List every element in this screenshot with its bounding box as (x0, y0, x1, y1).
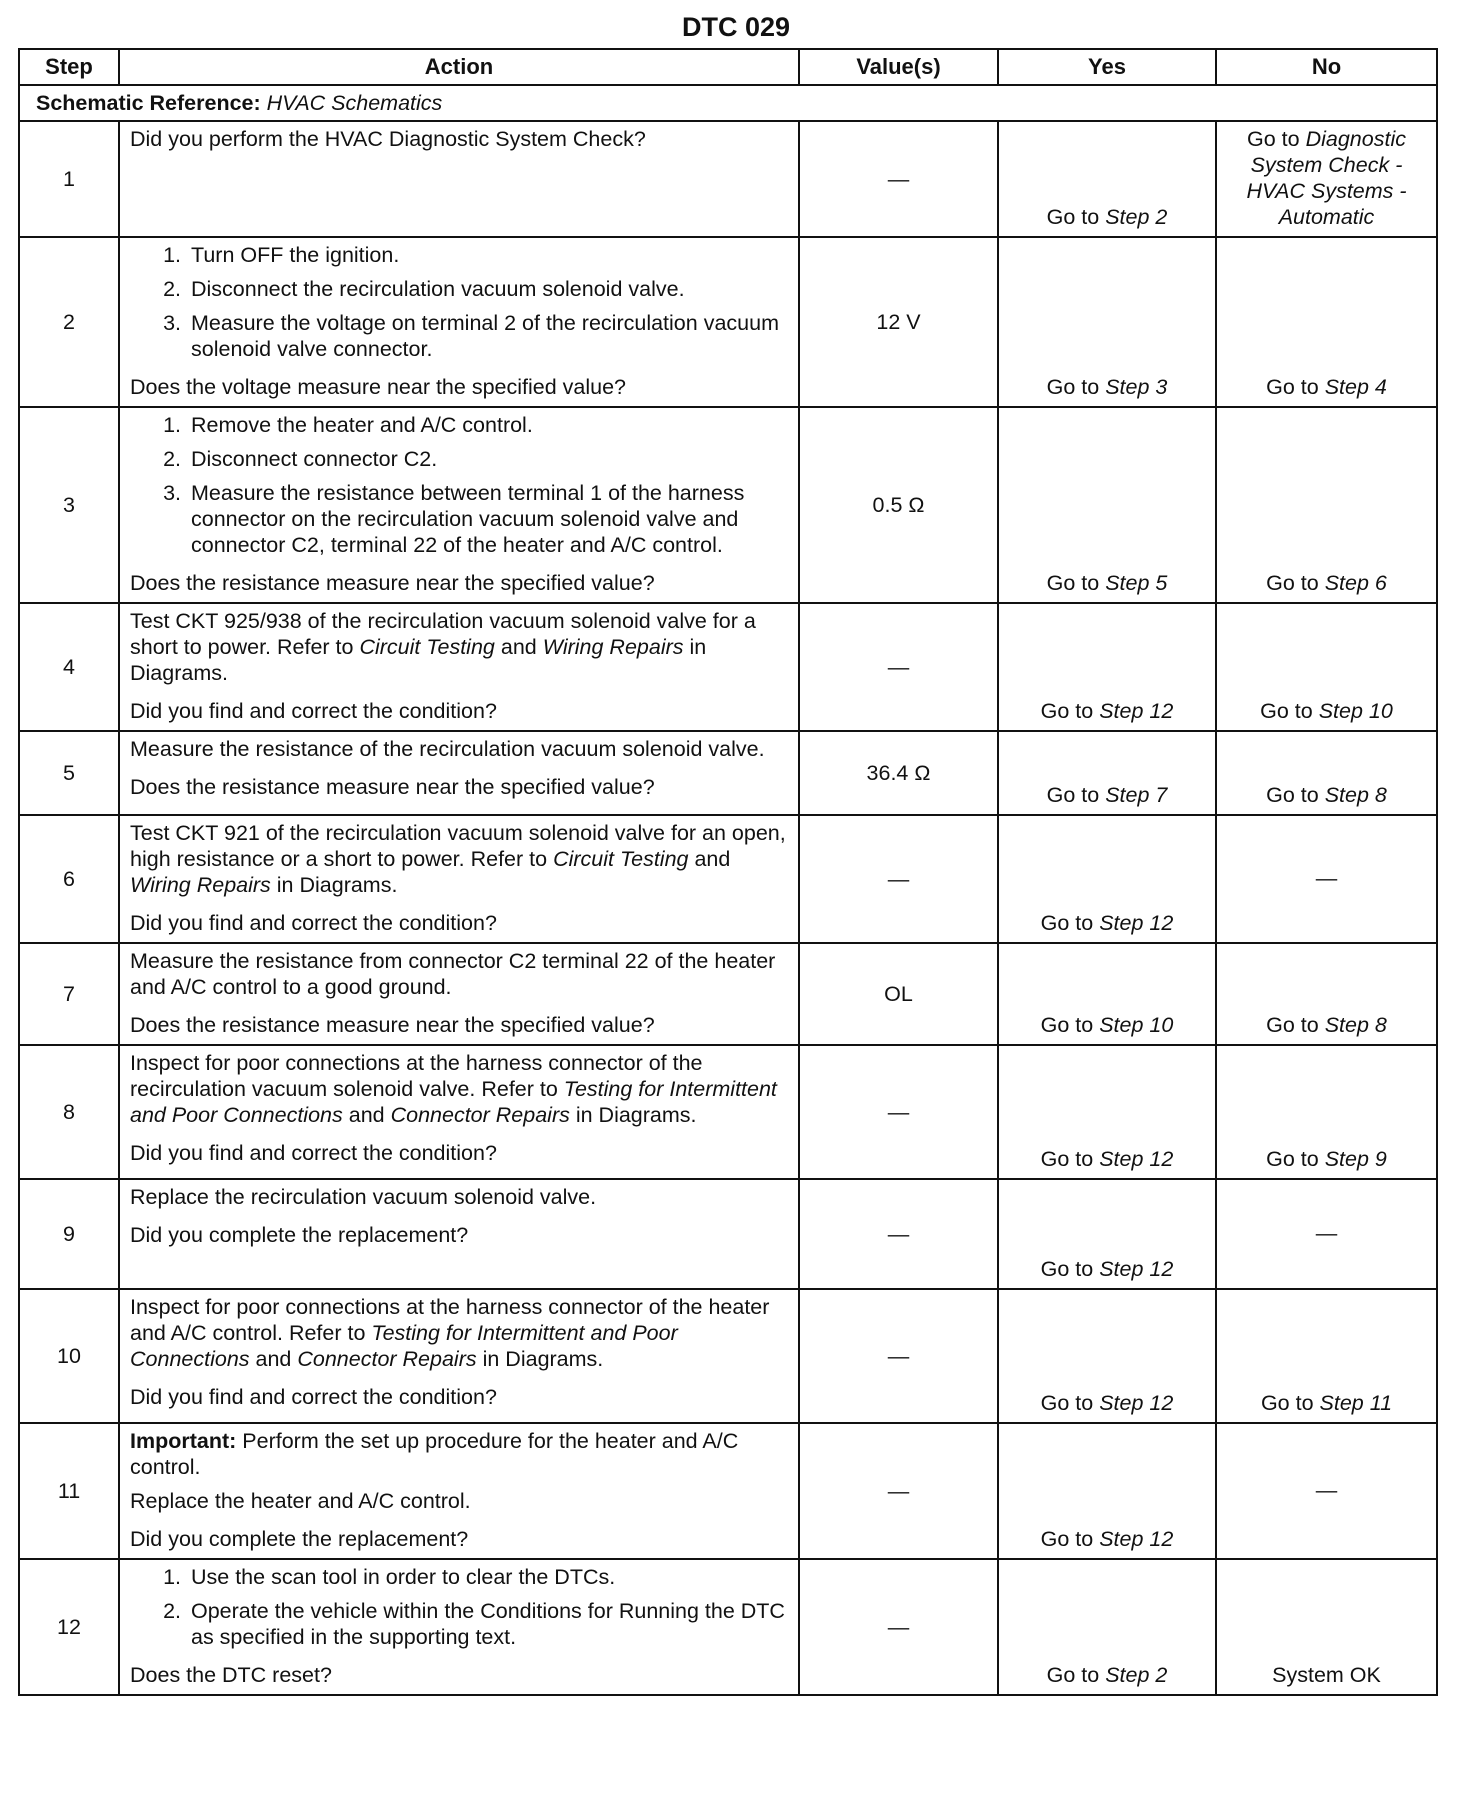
goto-step-link[interactable]: Step 9 (1324, 1147, 1387, 1171)
no-cell (1216, 1179, 1437, 1289)
action-content (130, 1428, 788, 1552)
procedure-list (130, 1564, 788, 1658)
goto-step-link[interactable]: Step 2 (1105, 205, 1168, 229)
step-number: 9 (19, 1179, 119, 1289)
action-question: Does the voltage measure near the specified value? (130, 375, 627, 399)
step-row (19, 1179, 1437, 1289)
goto-prefix: Go to (1266, 783, 1319, 807)
goto-step-link[interactable]: Step 12 (1099, 1391, 1174, 1415)
goto-step-link[interactable]: Step 8 (1324, 1013, 1387, 1037)
yes-cell (998, 815, 1216, 943)
no-cell (1216, 731, 1437, 815)
step-row (19, 407, 1437, 603)
goto-prefix: Go to (1266, 375, 1319, 399)
no-outcome: — (1315, 1478, 1338, 1502)
goto-prefix: Go to (1046, 1663, 1100, 1687)
procedure-list (130, 412, 788, 566)
action-question: Does the resistance measure near the specified value? (130, 1013, 655, 1037)
goto-step-link[interactable]: Step 7 (1105, 783, 1168, 807)
instruction-text: Inspect for poor connections at the harness connector of the recirculation vacuum solenoid valve. Refer to (130, 1051, 703, 1101)
page-title: DTC 029 (681, 12, 791, 42)
value-cell: — (799, 815, 998, 943)
step-row (19, 237, 1437, 407)
procedure-item: 2. Disconnect the recirculation vacuum solenoid valve. (187, 276, 788, 302)
step-row (19, 1289, 1437, 1423)
goto-prefix: Go to (1040, 911, 1094, 935)
action-cell (119, 1423, 799, 1559)
instruction-text: Test CKT 921 of the recirculation vacuum solenoid valve for an open, high resistance or a short to power. Refer to (130, 821, 786, 871)
step-number: 4 (19, 603, 119, 731)
action-question: Did you complete the replacement? (130, 1527, 469, 1551)
no-cell (1216, 943, 1437, 1045)
no-outcome: — (1315, 1221, 1338, 1245)
procedure-list (130, 242, 788, 370)
goto-prefix: Go to (1040, 1527, 1094, 1551)
reference-link[interactable]: Testing for Intermittent and Poor Connections (130, 1321, 678, 1371)
goto-step-link[interactable]: Step 12 (1099, 699, 1174, 723)
header-action: Action (119, 49, 799, 85)
goto-prefix: Go to (1040, 1391, 1094, 1415)
action-cell (119, 1045, 799, 1179)
action-instruction (130, 1050, 788, 1128)
action-cell (119, 815, 799, 943)
goto-step-link[interactable]: Step 4 (1324, 375, 1387, 399)
goto-prefix: Go to (1040, 699, 1094, 723)
action-question: Did you complete the replacement? (130, 1223, 469, 1247)
no-cell (1216, 1559, 1437, 1695)
action-cell (119, 237, 799, 407)
goto-prefix: Go to (1040, 1257, 1094, 1281)
schematic-reference-label: Schematic Reference: (36, 91, 261, 115)
step-row (19, 1045, 1437, 1179)
goto-step-link[interactable]: Step 10 (1318, 699, 1393, 723)
step-number: 11 (19, 1423, 119, 1559)
action-cell (119, 731, 799, 815)
instruction-text: and (249, 1347, 298, 1371)
step-number: 5 (19, 731, 119, 815)
action-instruction: Replace the heater and A/C control. (130, 1489, 471, 1513)
header-row (19, 49, 1437, 85)
goto-prefix: Go to (1260, 699, 1313, 723)
procedure-item: 2. Disconnect connector C2. (187, 446, 788, 472)
goto-step-link[interactable]: Step 5 (1105, 571, 1168, 595)
action-question: Did you find and correct the condition? (130, 911, 497, 935)
value-cell: 36.4 Ω (799, 731, 998, 815)
value-cell: — (799, 1423, 998, 1559)
step-row (19, 1559, 1437, 1695)
instruction-text: in Diagrams. (476, 1347, 604, 1371)
yes-cell (998, 121, 1216, 237)
step-row (19, 943, 1437, 1045)
goto-step-link[interactable]: Step 11 (1319, 1391, 1393, 1415)
no-cell (1216, 815, 1437, 943)
goto-step-link[interactable]: Diagnostic System Check - HVAC Systems - Automatic (1246, 127, 1407, 229)
procedure-item: 1. Use the scan tool in order to clear the DTCs. (187, 1564, 788, 1590)
no-cell (1216, 1423, 1437, 1559)
goto-prefix: Go to (1046, 571, 1100, 595)
procedure-item: 1. Turn OFF the ignition. (187, 242, 788, 268)
instruction-text: and (342, 1103, 391, 1127)
action-cell (119, 603, 799, 731)
reference-link[interactable]: Circuit Testing (359, 635, 495, 659)
important-note (130, 1428, 788, 1480)
goto-prefix: Go to (1266, 571, 1319, 595)
goto-prefix: Go to (1040, 1013, 1094, 1037)
yes-cell (998, 1289, 1216, 1423)
action-cell (119, 1179, 799, 1289)
value-cell: — (799, 1045, 998, 1179)
yes-cell (998, 1045, 1216, 1179)
procedure-item: 3. Measure the resistance between terminal 1 of the harness connector on the recirculation vacuum solenoid valve and connector C2, terminal 22 of the heater and A/C control. (187, 480, 788, 558)
yes-cell (998, 407, 1216, 603)
yes-cell (998, 1179, 1216, 1289)
schematic-reference (19, 85, 1437, 121)
goto-step-link[interactable]: Step 3 (1105, 375, 1168, 399)
value-cell: 0.5 Ω (799, 407, 998, 603)
action-content (130, 1050, 788, 1166)
action-instruction: Did you perform the HVAC Diagnostic System Check? (130, 127, 646, 151)
action-content (130, 242, 788, 400)
goto-step-link[interactable]: Step 12 (1099, 911, 1174, 935)
action-question: Does the DTC reset? (130, 1663, 332, 1687)
step-number: 10 (19, 1289, 119, 1423)
yes-cell (998, 1559, 1216, 1695)
action-content (130, 820, 788, 936)
no-outcome: System OK (1272, 1663, 1381, 1687)
procedure-item: 3. Measure the voltage on terminal 2 of the recirculation vacuum solenoid valve connector. (187, 310, 788, 362)
step-number: 2 (19, 237, 119, 407)
header-values: Value(s) (799, 49, 998, 85)
value-cell: — (799, 603, 998, 731)
instruction-text: Inspect for poor connections at the harness connector of the heater and A/C control. Refer to (130, 1295, 770, 1345)
goto-prefix: Go to (1266, 1013, 1319, 1037)
action-cell (119, 407, 799, 603)
action-content (130, 1184, 788, 1248)
important-text: Perform the set up procedure for the heater and A/C control. (130, 1429, 739, 1479)
no-cell (1216, 121, 1437, 237)
no-cell (1216, 1289, 1437, 1423)
value-cell: — (799, 1559, 998, 1695)
reference-link[interactable]: Connector Repairs (297, 1347, 477, 1371)
value-cell: — (799, 1179, 998, 1289)
step-number: 3 (19, 407, 119, 603)
value-cell: OL (799, 943, 998, 1045)
header-step: Step (19, 49, 119, 85)
reference-link[interactable]: Wiring Repairs (542, 635, 684, 659)
procedure-item: 2. Operate the vehicle within the Conditions for Running the DTC as specified in the supporting text. (187, 1598, 788, 1650)
goto-prefix: Go to (1266, 1147, 1319, 1171)
goto-prefix: Go to (1260, 1391, 1314, 1415)
action-instruction (130, 1294, 788, 1372)
important-label: Important: (130, 1429, 237, 1453)
action-question: Did you find and correct the condition? (130, 699, 497, 723)
goto-prefix: Go to (1046, 205, 1100, 229)
step-row (19, 121, 1437, 237)
action-instruction (130, 820, 788, 898)
action-cell (119, 1559, 799, 1695)
goto-prefix: Go to (1247, 127, 1300, 151)
action-instruction: Replace the recirculation vacuum solenoid valve. (130, 1185, 597, 1209)
yes-cell (998, 603, 1216, 731)
step-number: 1 (19, 121, 119, 237)
no-cell (1216, 1045, 1437, 1179)
step-row (19, 731, 1437, 815)
step-number: 12 (19, 1559, 119, 1695)
yes-cell (998, 943, 1216, 1045)
value-cell: — (799, 1289, 998, 1423)
action-instruction: Measure the resistance from connector C2 terminal 22 of the heater and A/C control to a good ground. (130, 949, 776, 999)
goto-step-link[interactable]: Step 12 (1099, 1257, 1174, 1281)
no-cell (1216, 237, 1437, 407)
no-outcome: — (1315, 866, 1338, 890)
schematic-reference-link[interactable]: HVAC Schematics (266, 91, 443, 115)
goto-step-link[interactable]: Step 8 (1324, 783, 1387, 807)
action-instruction (130, 608, 788, 686)
goto-step-link[interactable]: Step 12 (1099, 1147, 1174, 1171)
instruction-text: in Diagrams. (569, 1103, 697, 1127)
action-cell (119, 121, 799, 237)
action-question: Did you find and correct the condition? (130, 1385, 497, 1409)
reference-link[interactable]: Wiring Repairs (130, 873, 271, 897)
goto-prefix: Go to (1046, 783, 1100, 807)
goto-prefix: Go to (1040, 1147, 1094, 1171)
step-number: 8 (19, 1045, 119, 1179)
action-content (130, 412, 788, 596)
header-no: No (1216, 49, 1437, 85)
reference-link[interactable]: Testing for Intermittent and Poor Connections (130, 1077, 777, 1127)
action-content (130, 1294, 788, 1410)
no-cell (1216, 603, 1437, 731)
instruction-text: and (494, 635, 543, 659)
reference-link[interactable]: Circuit Testing (553, 847, 689, 871)
no-cell (1216, 407, 1437, 603)
goto-step-link[interactable]: Step 2 (1105, 1663, 1168, 1687)
yes-cell (998, 1423, 1216, 1559)
action-content (130, 736, 788, 800)
step-row (19, 603, 1437, 731)
value-cell: — (799, 121, 998, 237)
goto-step-link[interactable]: Step 10 (1099, 1013, 1174, 1037)
step-number: 7 (19, 943, 119, 1045)
action-cell (119, 1289, 799, 1423)
diagnostic-table (18, 48, 1438, 1696)
action-content (130, 608, 788, 724)
procedure-item: 1. Remove the heater and A/C control. (187, 412, 788, 438)
instruction-text: and (688, 847, 731, 871)
yes-cell (998, 731, 1216, 815)
step-number: 6 (19, 815, 119, 943)
goto-step-link[interactable]: Step 12 (1099, 1527, 1174, 1551)
action-content (130, 948, 788, 1038)
goto-prefix: Go to (1046, 375, 1100, 399)
instruction-text: in Diagrams. (270, 873, 398, 897)
yes-cell (998, 237, 1216, 407)
schematic-reference-row (19, 85, 1437, 121)
action-instruction: Measure the resistance of the recirculation vacuum solenoid valve. (130, 737, 765, 761)
action-content (130, 1564, 788, 1688)
action-content (130, 126, 788, 160)
instruction-text: Test CKT 925/938 of the recirculation vacuum solenoid valve for a short to power. Refer to (130, 609, 756, 659)
goto-step-link[interactable]: Step 6 (1324, 571, 1387, 595)
action-question: Does the resistance measure near the specified value? (130, 775, 655, 799)
instruction-text: in Diagrams. (130, 635, 707, 685)
step-row (19, 1423, 1437, 1559)
header-yes: Yes (998, 49, 1216, 85)
action-cell (119, 943, 799, 1045)
action-question: Does the resistance measure near the specified value? (130, 571, 655, 595)
reference-link[interactable]: Connector Repairs (390, 1103, 570, 1127)
step-row (19, 815, 1437, 943)
action-question: Did you find and correct the condition? (130, 1141, 497, 1165)
value-cell: 12 V (799, 237, 998, 407)
